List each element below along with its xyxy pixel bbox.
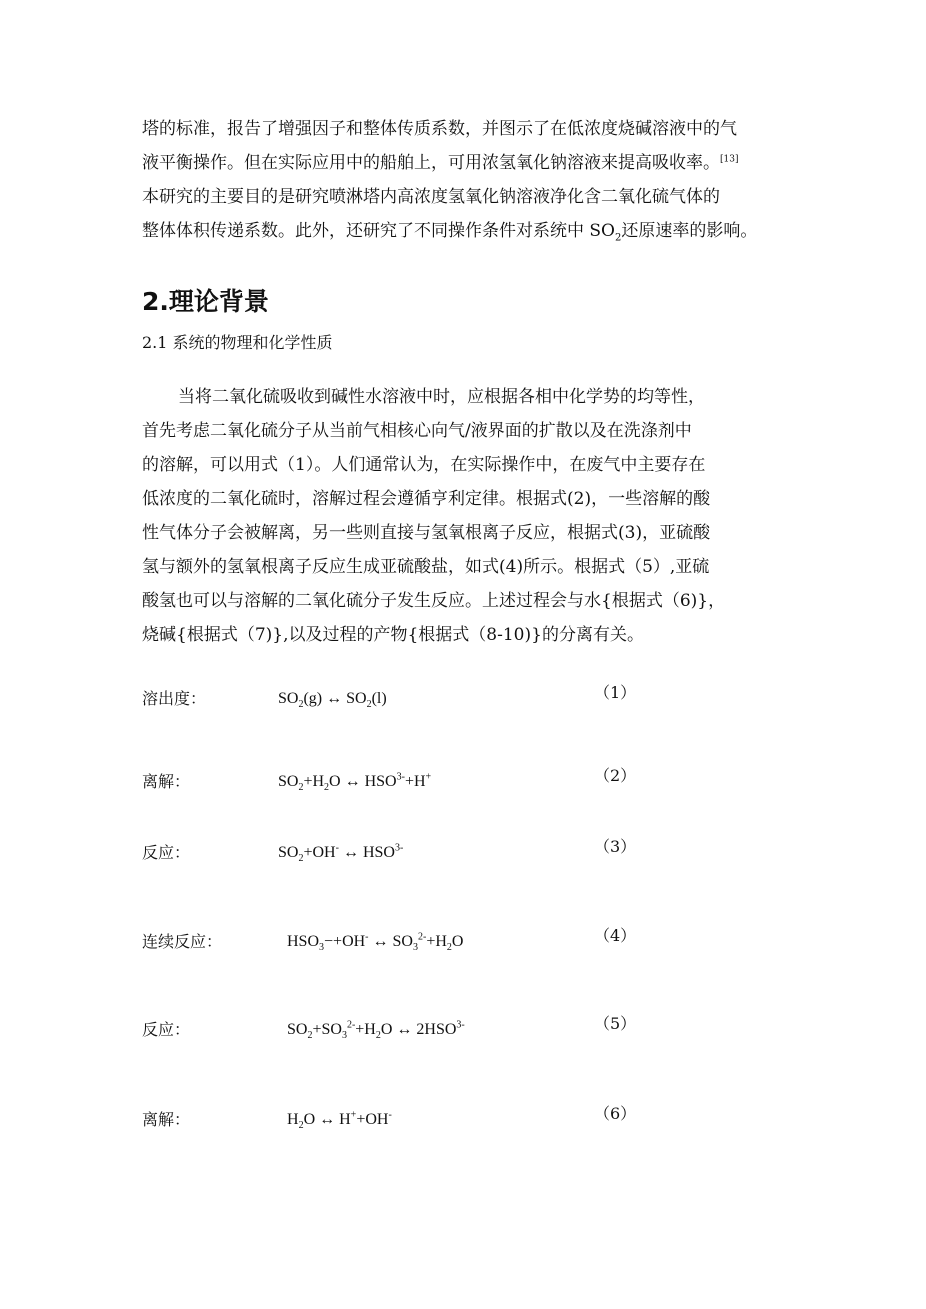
formula-part: SO xyxy=(278,690,299,707)
subsection-heading: 2.1 系统的物理和化学性质 xyxy=(142,333,333,352)
formula-part: O ↔ 2HSO xyxy=(380,1021,457,1038)
equation-number: （1） xyxy=(594,683,637,702)
formula-part: (g) ↔ SO xyxy=(303,690,367,707)
formula-part: SO xyxy=(278,844,299,861)
superscript: - xyxy=(365,931,369,943)
equation-formula xyxy=(278,685,387,713)
subscript: 2 xyxy=(615,232,622,244)
superscript: 3- xyxy=(396,771,405,783)
equation-row xyxy=(142,685,702,713)
body-paragraph xyxy=(142,380,792,652)
formula-part: (l) xyxy=(371,690,387,707)
equation-formula xyxy=(278,839,403,867)
text-run: 还原速率的影响。 xyxy=(621,221,758,241)
text-run: 整体体积传递系数。此外，还研究了不同操作条件对系统中 SO xyxy=(142,221,615,241)
superscript: 3- xyxy=(456,1019,465,1031)
formula-part: +SO xyxy=(312,1021,342,1038)
superscript: 2- xyxy=(346,1019,356,1031)
superscript: 3- xyxy=(394,842,404,854)
equation-row xyxy=(142,1106,702,1134)
subscript: 2 xyxy=(366,699,372,711)
equation-formula xyxy=(287,928,463,956)
superscript: - xyxy=(335,842,339,854)
equation-label: 反应： xyxy=(142,1020,191,1039)
text-line: 低浓度的二氧化硫时，溶解过程会遵循亨利定律。根据式(2)，一些溶解的酸 xyxy=(142,489,711,509)
equation-row xyxy=(142,768,702,796)
formula-part: +H xyxy=(355,1021,376,1038)
equation-formula xyxy=(287,1106,392,1134)
text-line: 当将二氧化硫吸收到碱性水溶液中时，应根据各相中化学势的均等性， xyxy=(178,387,705,407)
formula-part: +H xyxy=(404,773,426,790)
equation-row xyxy=(142,1016,702,1044)
equation-number: （4） xyxy=(594,926,637,945)
equation-row xyxy=(142,928,702,956)
text-line: 首先考虑二氧化硫分子从当前气相核心向气/液界面的扩散以及在洗涤剂中 xyxy=(142,421,692,441)
formula-part: ↔ HSO xyxy=(338,844,395,861)
text-line: 烧碱{根据式（7)},以及过程的产物{根据式（8-10)}的分离有关。 xyxy=(142,625,644,645)
subscript: 2 xyxy=(298,853,304,865)
equation-formula xyxy=(278,768,431,796)
formula-part: −+OH xyxy=(324,933,366,950)
formula-part: H xyxy=(287,1111,299,1128)
text-line xyxy=(142,214,792,248)
subscript: 2 xyxy=(324,782,330,794)
formula-part: O xyxy=(451,933,464,950)
text-line: 氢与额外的氢氧根离子反应生成亚硫酸盐，如式(4)所示。根据式（5）,亚硫 xyxy=(142,557,710,577)
text-line: 酸氢也可以与溶解的二氧化硫分子发生反应。上述过程会与水{根据式（6)}， xyxy=(142,591,726,611)
subscript: 2 xyxy=(446,942,452,954)
equation-label: 反应： xyxy=(142,843,191,862)
superscript: 2- xyxy=(417,931,427,943)
formula-part: +OH xyxy=(303,844,336,861)
text-line xyxy=(142,146,792,180)
equation-number: （2） xyxy=(594,766,637,785)
subscript: 2 xyxy=(298,1120,304,1132)
subscript: 2 xyxy=(298,782,304,794)
subscript: 3 xyxy=(341,1030,347,1042)
formula-part: HSO xyxy=(287,933,320,950)
superscript: + xyxy=(350,1109,357,1121)
text-line: 塔的标准，报告了增强因子和整体传质系数，并图示了在低浓度烧碱溶液中的气 xyxy=(142,119,737,139)
subscript: 2 xyxy=(375,1030,381,1042)
formula-part: O ↔ HSO xyxy=(329,773,397,790)
formula-part: +H xyxy=(426,933,447,950)
superscript: + xyxy=(425,771,432,783)
text-run: 液平衡操作。但在实际应用中的船舶上，可用浓氢氧化钠溶液来提高吸收率。 xyxy=(142,153,720,173)
text-line: 的溶解，可以用式（1）。人们通常认为，在实际操作中，在废气中主要存在 xyxy=(142,455,706,475)
superscript: - xyxy=(388,1109,392,1121)
text-line: 性气体分子会被解离，另一些则直接与氢氧根离子反应，根据式(3)，亚硫酸 xyxy=(142,523,711,543)
formula-part: O ↔ H xyxy=(303,1111,351,1128)
text-line: 本研究的主要目的是研究喷淋塔内高浓度氢氧化钠溶液净化含二氧化硫气体的 xyxy=(142,187,720,207)
equation-number: （3） xyxy=(594,837,637,856)
formula-part: +H xyxy=(303,773,325,790)
equation-formula xyxy=(287,1016,465,1044)
subscript: 2 xyxy=(298,699,304,711)
equation-label: 溶出度： xyxy=(142,689,207,708)
equation-number: （5） xyxy=(594,1014,637,1033)
equation-label: 离解： xyxy=(142,772,191,791)
citation-ref: [13] xyxy=(720,154,739,165)
intro-paragraph xyxy=(142,112,792,248)
subscript: 3 xyxy=(412,942,418,954)
formula-part: +OH xyxy=(356,1111,389,1128)
formula-part: SO xyxy=(278,773,299,790)
equation-number: （6） xyxy=(594,1104,637,1123)
equation-label: 离解： xyxy=(142,1110,191,1129)
section-heading: 2.理论背景 xyxy=(142,287,269,316)
equation-label: 连续反应： xyxy=(142,932,223,951)
formula-part: SO xyxy=(287,1021,308,1038)
subscript: 2 xyxy=(307,1030,313,1042)
subscript: 3 xyxy=(319,942,325,954)
equation-row xyxy=(142,839,702,867)
formula-part: ↔ SO xyxy=(368,933,413,950)
